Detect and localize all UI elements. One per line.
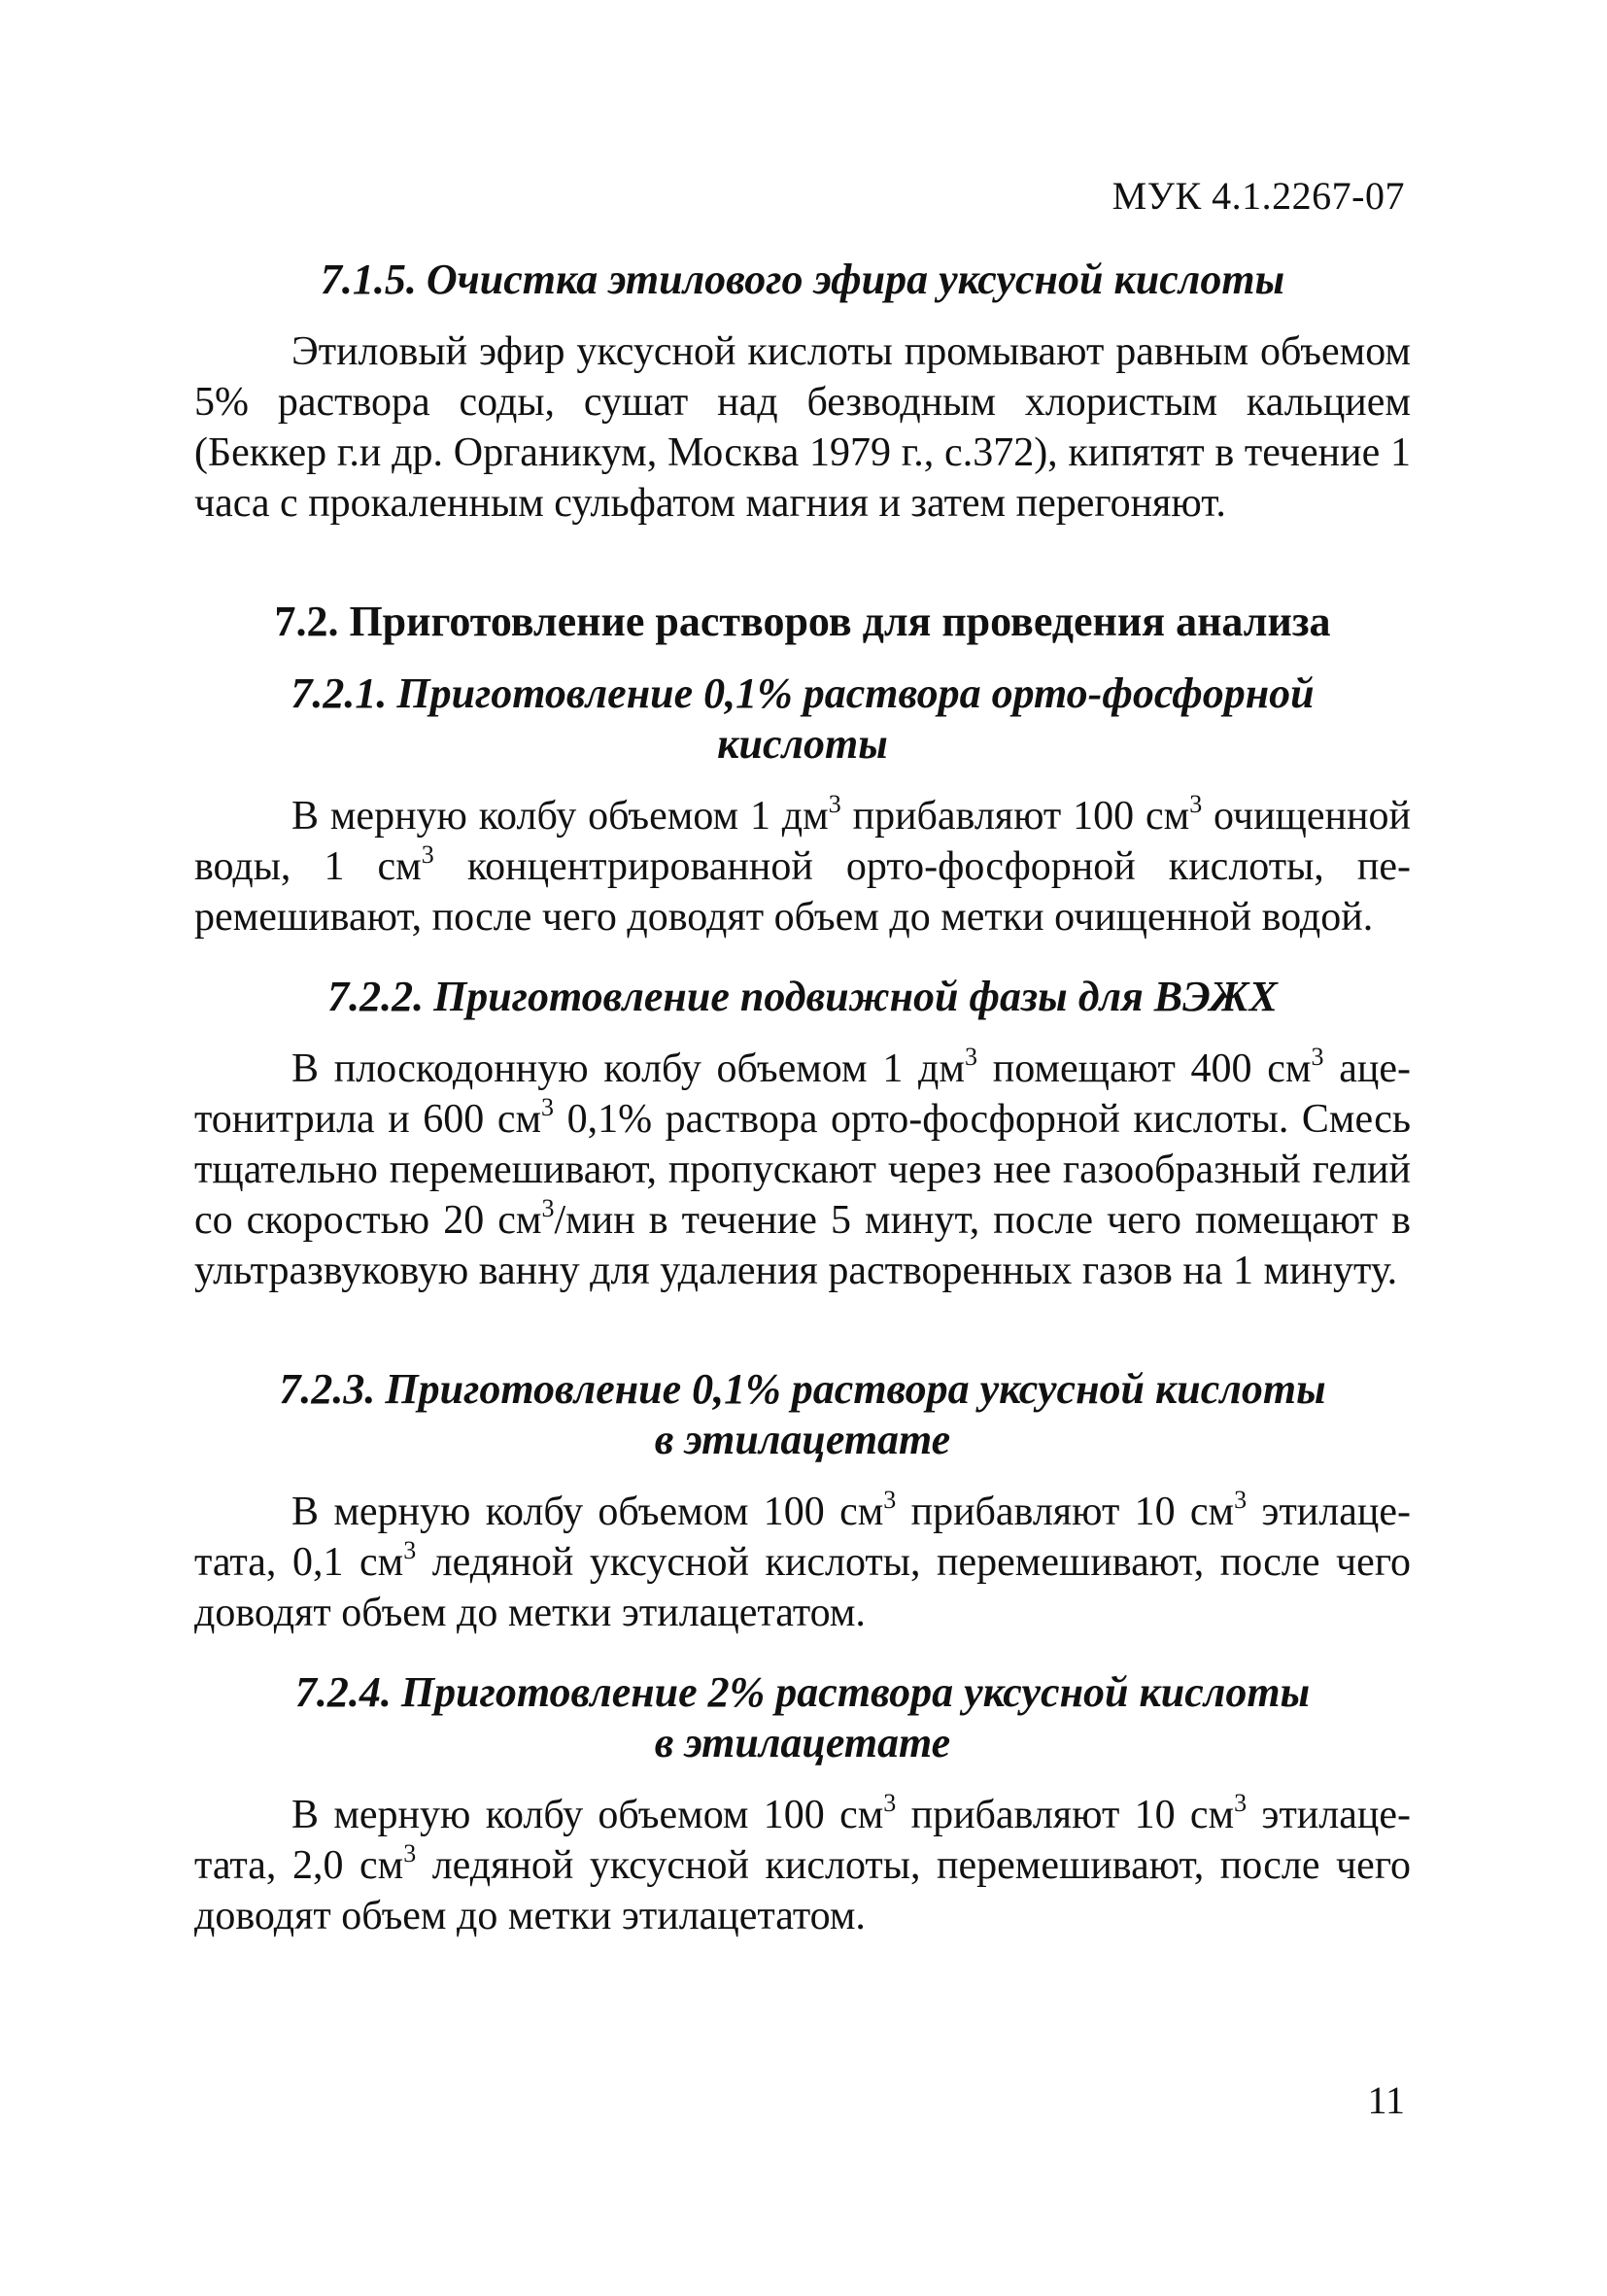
superscript: 3 [541,1093,555,1121]
section-number: 7.2.3. [279,1365,376,1413]
text-run: В мерную колбу объемом 1 дм [291,794,829,839]
section-7-2-1-paragraph [194,791,1411,942]
text-run: ледяной уксусной кислоты, перемешивают, после чего доводят объем до метки этилацетатом. [194,1843,1411,1938]
section-title-line-2: кислоты [717,720,888,768]
text-run: 0,1% раствора орто-фосфорной кислоты. Смесь тщательно перемешивают, пропускают через нее газообразный гелий со скоростью 20 см [194,1097,1411,1243]
section-title: Очистка этилового эфира уксусной кислоты [426,256,1285,303]
superscript: 3 [421,840,434,869]
section-title-line-1: Приготовление 2% раствора уксусной кислоты [400,1668,1311,1716]
text-run: концентрированной орто-фосфорной кислоты, перемешивают, после чего доводят объем до метки очищенной водой. [194,844,1411,940]
text-run: прибавляют 10 см [896,1490,1235,1534]
section-title-line-1: Приготовление 0,1% раствора орто-фосфорной [396,669,1315,717]
superscript: 3 [403,1536,417,1564]
section-7-2-heading: 7.2. Приготовление растворов для проведения анализа [274,598,1331,645]
superscript: 3 [1189,790,1203,818]
document-body [194,255,1411,1941]
section-7-2-4-paragraph [194,1790,1411,1941]
text-run: прибавляют 10 см [896,1793,1235,1837]
text-run: В плоскодонную колбу объемом 1 дм [291,1046,966,1091]
superscript: 3 [403,1839,417,1868]
text-run: В мерную колбу объемом 100 см [291,1793,884,1837]
section-title-line-2: в этилацетате [654,1416,951,1463]
section-7-2-3-heading [194,1364,1411,1465]
section-7-2-3-paragraph [194,1487,1411,1638]
section-number: 7.2.4. [294,1668,392,1716]
superscript: 3 [1311,1043,1324,1071]
section-number: 7.1.5. [320,256,417,303]
section-number: 7.2.1. [291,669,388,717]
superscript: 3 [828,790,841,818]
text-run: очищенной воды, 1 см [194,794,1411,889]
text-run: ледяной уксусной кислоты, перемешивают, после чего доводят объем до метки этилацетатом. [194,1540,1411,1635]
superscript: 3 [965,1043,978,1071]
section-7-2-4-heading [194,1667,1411,1768]
text-run: этилацетата, 2,0 см [194,1793,1412,1888]
section-7-2-1-heading [194,668,1411,770]
text-run: /мин в течение 5 минут, после чего помещают в ультразвуковую ванну для удаления растворенных газов на 1 минуту. [194,1198,1411,1293]
section-number: 7.2.2. [327,973,425,1020]
superscript: 3 [883,1789,897,1817]
text-run: В мерную колбу объемом 100 см [291,1490,884,1534]
section-7-2-2-paragraph [194,1044,1411,1296]
page-number: 11 [1367,2078,1405,2122]
section-title-line-1: Приготовление 0,1% раствора уксусной кислоты [385,1365,1326,1413]
text-run: прибавляют 100 см [840,794,1190,839]
text-run: ацетонитрила и 600 см [194,1046,1411,1142]
section-7-1-5-paragraph: Этиловый эфир уксусной кислоты промывают равным объемом 5% раствора соды, сушат над безводным хлористым кальцием (Беккер г.и др. Органикум, Москва 1979 г., с.372), кипятят в течение 1 часа с прокаленным сульфатом магния и затем перегоняют. [194,329,1411,526]
section-title-line-2: в этилацетате [654,1719,951,1766]
section-7-1-5-heading [194,255,1411,305]
text-run: этилацетата, 0,1 см [194,1490,1412,1585]
superscript: 3 [1234,1789,1248,1817]
section-7-2-2-heading [194,972,1411,1022]
text-run: помещают 400 см [977,1046,1312,1091]
superscript: 3 [1234,1486,1248,1514]
superscript: 3 [883,1486,897,1514]
superscript: 3 [541,1194,555,1222]
document-code: МУК 4.1.2267-07 [1111,174,1405,218]
section-title: Приготовление подвижной фазы для ВЭЖХ [433,973,1278,1020]
